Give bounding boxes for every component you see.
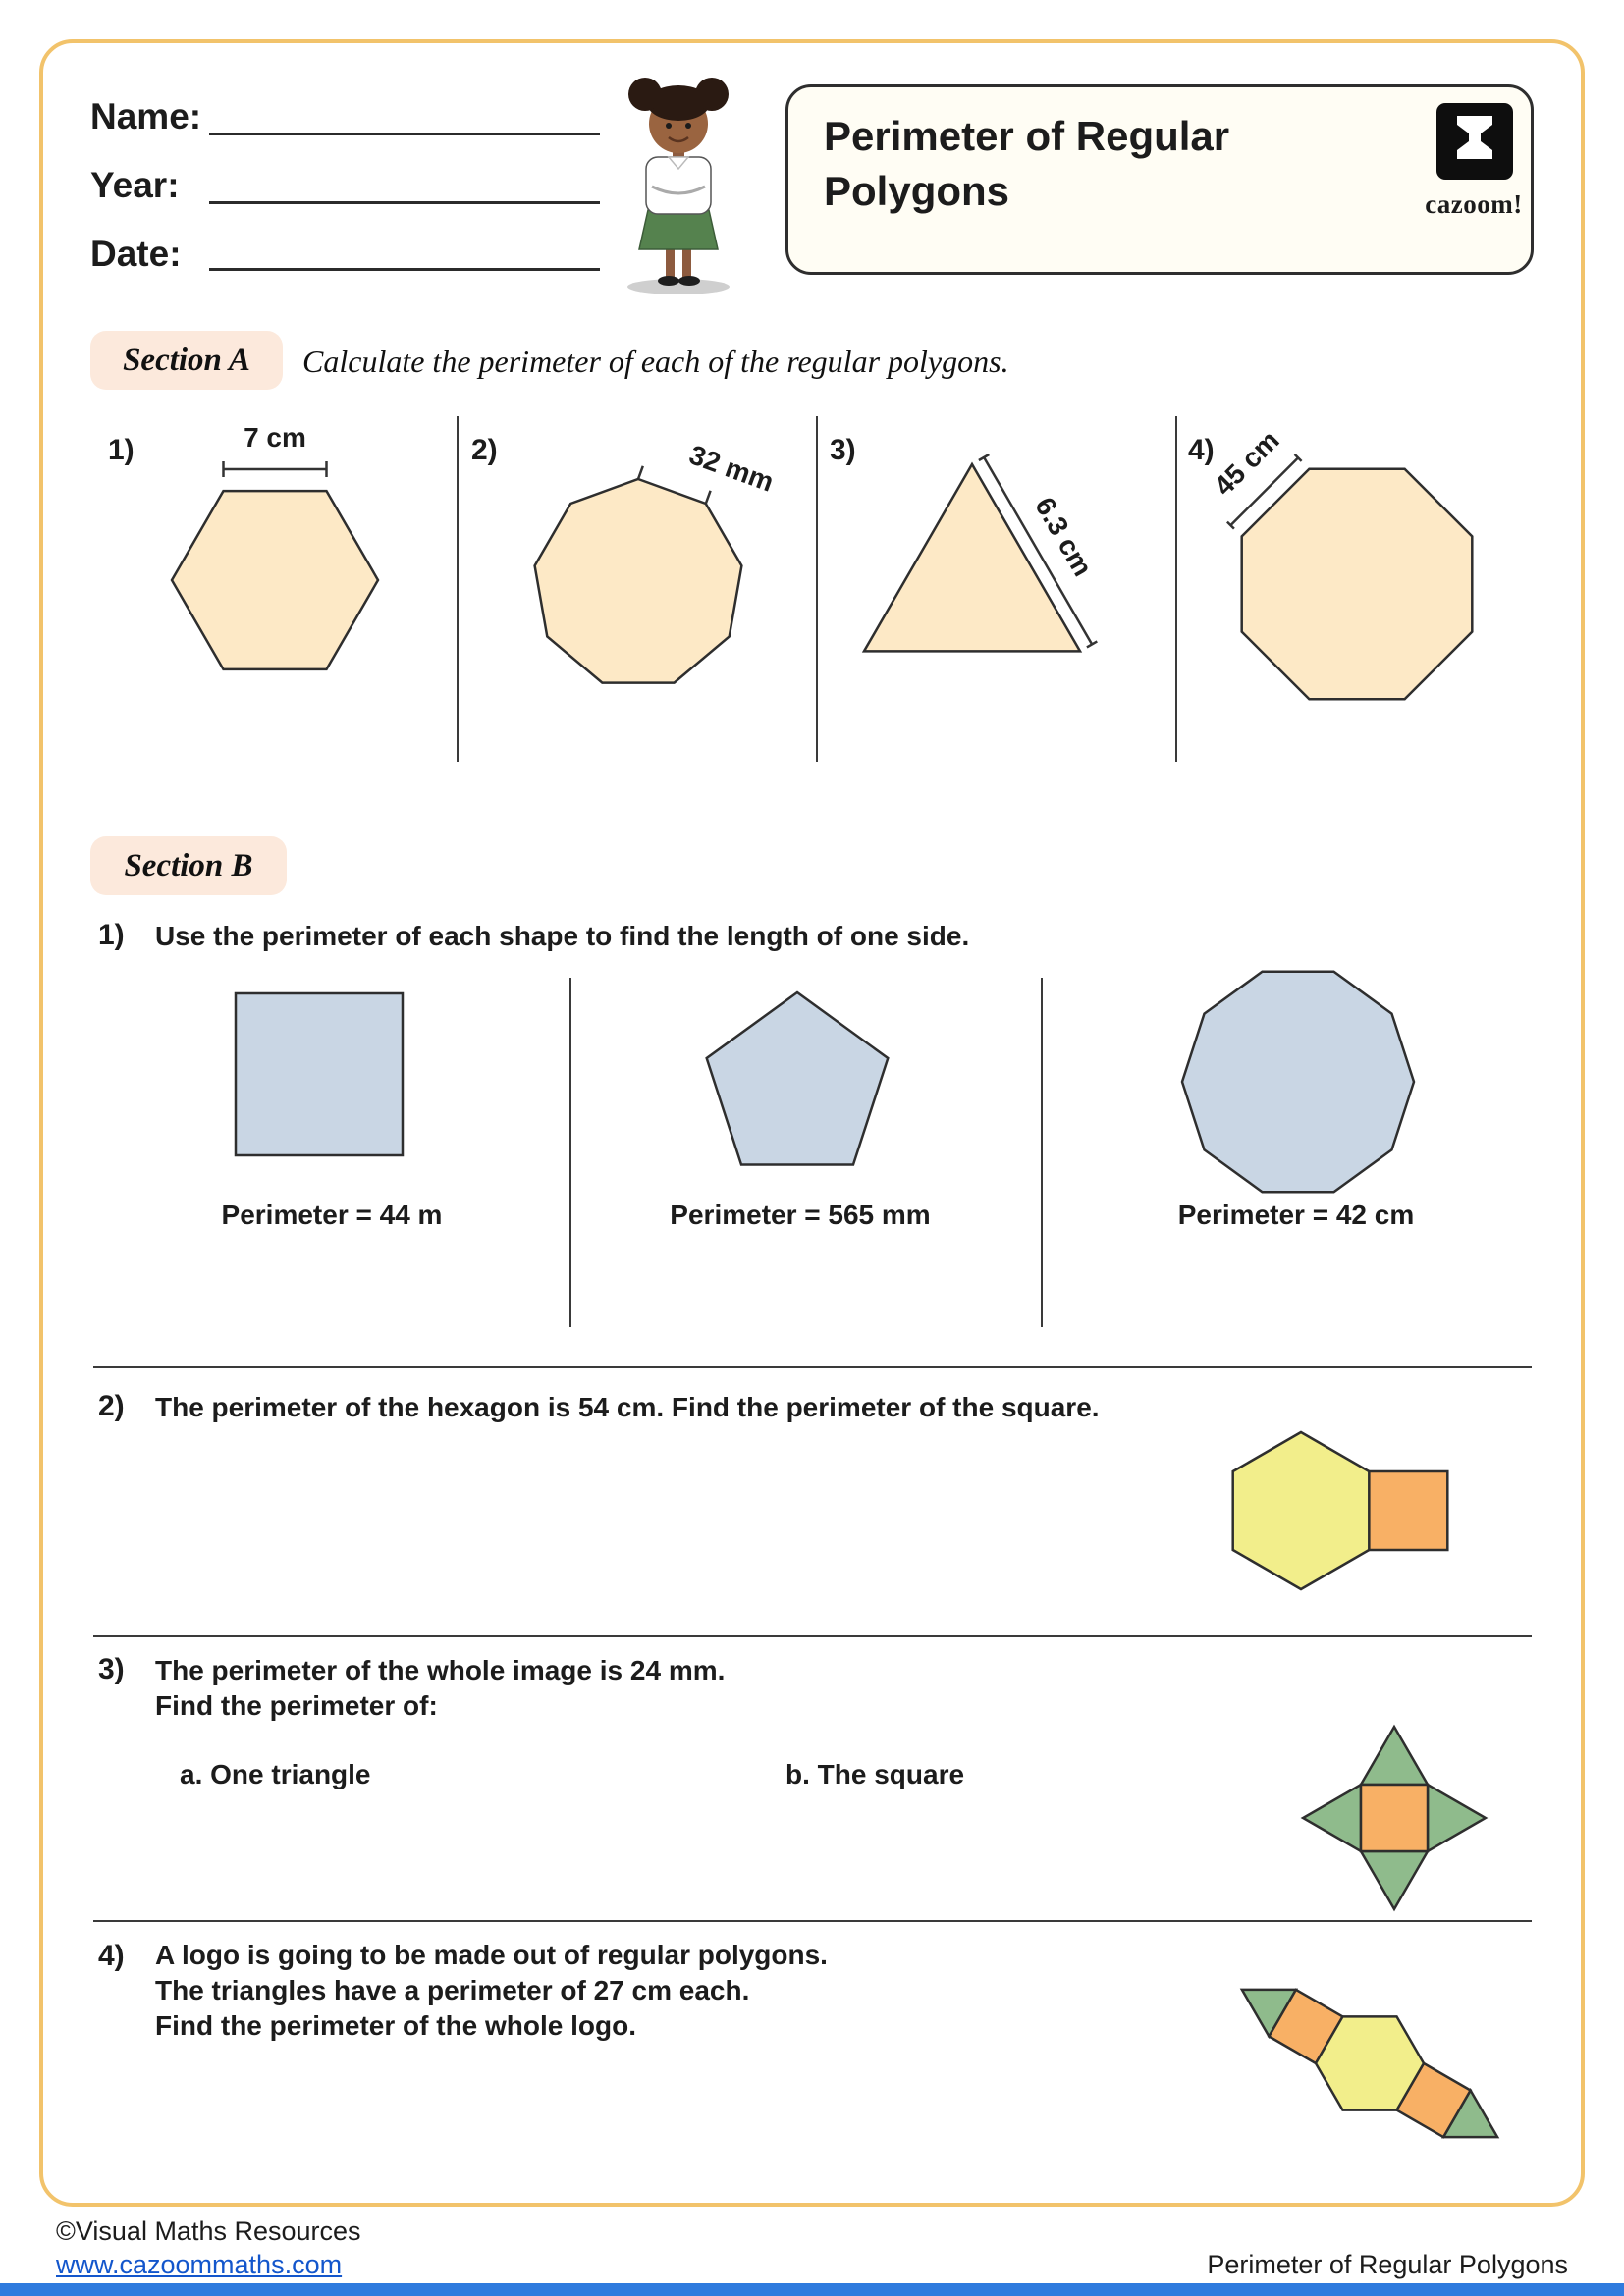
- problem-number: 1): [108, 434, 135, 466]
- question-number: 3): [98, 1653, 125, 1685]
- star-figure: [1286, 1720, 1502, 1916]
- question-number: 1): [98, 919, 125, 951]
- question-text: Find the perimeter of:: [155, 1690, 438, 1721]
- divider-a-1: [457, 416, 459, 762]
- question-separator: [93, 1366, 1532, 1368]
- pentagon-shape: [692, 989, 902, 1191]
- date-blank-line: [209, 268, 600, 271]
- divider-b-2: [1041, 978, 1043, 1327]
- section-a-label: Section A: [90, 331, 283, 390]
- question-text: Find the perimeter of the whole logo.: [155, 2010, 637, 2041]
- triangle-shape: [844, 447, 1129, 677]
- question-separator: [93, 1635, 1532, 1637]
- title-box: [785, 84, 1534, 275]
- cazoom-logo-icon: [1429, 101, 1521, 186]
- decagon-shape: [1176, 964, 1420, 1200]
- date-label: Date:: [90, 234, 182, 274]
- perimeter-label: Perimeter = 565 mm: [670, 1200, 931, 1230]
- sub-item-b: b. The square: [785, 1759, 965, 1789]
- copyright-text: ©Visual Maths Resources: [56, 2216, 361, 2246]
- question-text: Use the perimeter of each shape to find the length of one side.: [155, 921, 970, 951]
- dimension-label: 7 cm: [244, 422, 306, 453]
- question-separator: [93, 1920, 1532, 1922]
- bottom-edge-bar: [0, 2283, 1624, 2296]
- name-blank-line: [209, 133, 600, 135]
- question-number: 4): [98, 1940, 125, 1972]
- brand-name: cazoom!: [1425, 189, 1523, 219]
- worksheet-title: Perimeter of Regular Polygons: [824, 113, 1230, 214]
- divider-a-3: [1175, 416, 1177, 762]
- student-character-illustration: [591, 57, 766, 300]
- section-a-instruction: Calculate the perimeter of each of the regular polygons.: [302, 344, 1009, 379]
- dimension-label: 32 mm: [685, 439, 779, 498]
- perimeter-label: Perimeter = 42 cm: [1177, 1200, 1415, 1230]
- divider-a-2: [816, 416, 818, 762]
- logo-figure: [1227, 1975, 1512, 2152]
- sub-item-a: a. One triangle: [180, 1759, 371, 1789]
- section-b-label: Section B: [90, 836, 287, 895]
- hexagon-shape: [165, 456, 385, 692]
- divider-b-1: [569, 978, 571, 1327]
- question-text: The perimeter of the hexagon is 54 cm. Find the perimeter of the square.: [155, 1392, 1100, 1422]
- nonagon-shape: [525, 447, 751, 702]
- question-text: The perimeter of the whole image is 24 mm.: [155, 1655, 726, 1685]
- dimension-label: 45 cm: [1208, 424, 1285, 502]
- dimension-label: 6.3 cm: [1029, 492, 1099, 582]
- footer-title: Perimeter of Regular Polygons: [1207, 2250, 1568, 2279]
- website-link[interactable]: www.cazoommaths.com: [56, 2250, 343, 2279]
- hexagon-square-figure: [1218, 1425, 1465, 1598]
- year-blank-line: [209, 201, 600, 204]
- name-label: Name:: [90, 96, 202, 136]
- question-number: 2): [98, 1390, 125, 1422]
- problem-number: 3): [830, 434, 856, 466]
- square-shape: [234, 991, 406, 1160]
- year-label: Year:: [90, 165, 180, 205]
- question-text: The triangles have a perimeter of 27 cm each.: [155, 1975, 750, 2005]
- problem-number: 4): [1188, 434, 1215, 466]
- problem-number: 2): [471, 434, 498, 466]
- perimeter-label: Perimeter = 44 m: [221, 1200, 443, 1230]
- octagon-shape: [1225, 452, 1489, 721]
- question-text: A logo is going to be made out of regular polygons.: [155, 1940, 828, 1970]
